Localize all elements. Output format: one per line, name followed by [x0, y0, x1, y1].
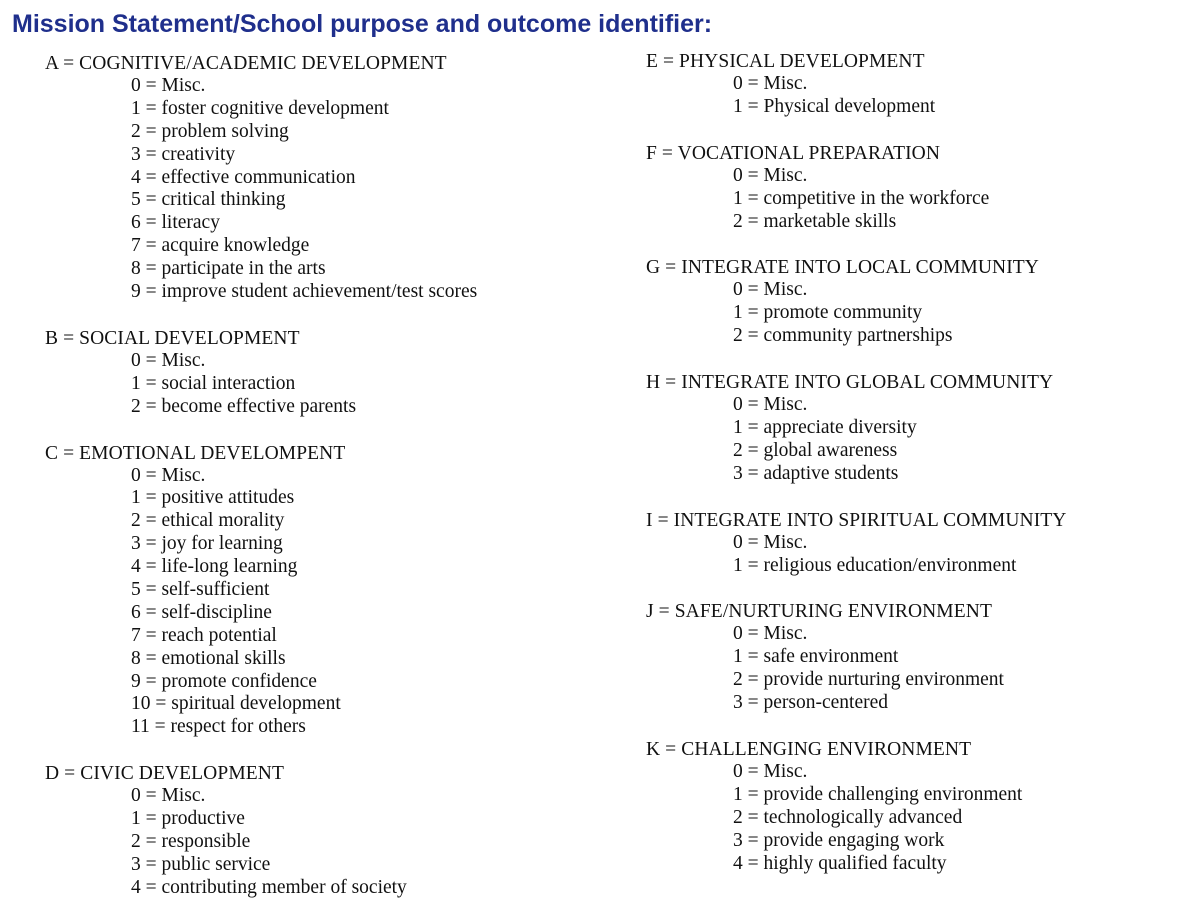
category-item: 1 = positive attitudes	[131, 487, 295, 509]
category-item: 5 = self-sufficient	[131, 579, 270, 601]
category-section	[646, 600, 1191, 715]
category-item: 0 = Misc.	[131, 349, 206, 371]
category-item: 1 = safe environment	[733, 646, 899, 668]
category-section	[646, 50, 1191, 119]
category-item: 2 = global awareness	[733, 439, 898, 461]
category-heading: K = CHALLENGING ENVIRONMENT	[646, 739, 972, 761]
category-item: 1 = Physical development	[733, 95, 936, 117]
right-column	[646, 50, 1191, 898]
category-heading: I = INTEGRATE INTO SPIRITUAL COMMUNITY	[646, 509, 1067, 531]
category-item: 10 = spiritual development	[131, 693, 341, 715]
category-item-list	[45, 350, 625, 419]
category-heading: J = SAFE/NURTURING ENVIRONMENT	[646, 601, 992, 623]
category-item: 0 = Misc.	[131, 785, 206, 807]
category-item: 2 = problem solving	[131, 120, 289, 142]
category-item: 0 = Misc.	[131, 75, 206, 96]
category-item: 7 = reach potential	[131, 624, 277, 646]
category-item: 1 = competitive in the workforce	[733, 187, 990, 209]
page-title: Mission Statement/School purpose and outcome identifier:	[12, 10, 713, 38]
category-item: 1 = productive	[131, 808, 245, 830]
category-item: 1 = social interaction	[131, 372, 296, 394]
category-item: 6 = literacy	[131, 212, 220, 234]
category-item: 4 = contributing member of society	[131, 876, 407, 898]
category-item: 6 = self-discipline	[131, 601, 272, 623]
category-item-list	[646, 532, 1191, 578]
category-item: 11 = respect for others	[131, 716, 306, 738]
left-column	[45, 52, 625, 923]
category-item: 8 = participate in the arts	[131, 258, 326, 280]
category-section	[45, 327, 625, 419]
category-heading: D = CIVIC DEVELOPMENT	[45, 763, 284, 785]
category-item: 1 = religious education/environment	[733, 554, 1017, 576]
category-item: 3 = adaptive students	[733, 462, 899, 484]
category-item-list	[45, 785, 625, 899]
category-item: 0 = Misc.	[733, 73, 808, 94]
category-item-list	[646, 279, 1191, 348]
category-item: 3 = provide engaging work	[733, 829, 945, 851]
category-item: 3 = creativity	[131, 143, 236, 165]
category-item: 1 = foster cognitive development	[131, 97, 389, 119]
category-item: 0 = Misc.	[733, 761, 808, 783]
category-item: 3 = public service	[131, 853, 271, 875]
category-section	[45, 762, 625, 899]
category-item: 4 = life-long learning	[131, 556, 298, 578]
category-item: 7 = acquire knowledge	[131, 235, 310, 257]
category-section	[45, 442, 625, 740]
category-item: 2 = become effective parents	[131, 395, 357, 417]
category-item: 0 = Misc.	[733, 623, 808, 645]
category-heading: E = PHYSICAL DEVELOPMENT	[646, 51, 925, 72]
category-heading: A = COGNITIVE/ACADEMIC DEVELOPMENT	[45, 53, 447, 74]
category-item: 5 = critical thinking	[131, 189, 286, 211]
category-heading: H = INTEGRATE INTO GLOBAL COMMUNITY	[646, 372, 1054, 394]
category-item: 4 = highly qualified faculty	[733, 852, 947, 874]
category-section	[646, 738, 1191, 875]
category-item: 1 = provide challenging environment	[733, 783, 1023, 805]
category-item: 2 = marketable skills	[733, 210, 897, 232]
category-item: 2 = technologically advanced	[733, 806, 963, 828]
category-heading: G = INTEGRATE INTO LOCAL COMMUNITY	[646, 257, 1039, 279]
category-item: 4 = effective communication	[131, 166, 356, 188]
category-item: 0 = Misc.	[733, 164, 808, 186]
category-item-list	[646, 623, 1191, 715]
category-item: 8 = emotional skills	[131, 647, 286, 669]
category-section	[45, 52, 625, 304]
category-heading: F = VOCATIONAL PREPARATION	[646, 142, 941, 164]
category-item: 2 = provide nurturing environment	[733, 669, 1004, 691]
category-item: 9 = promote confidence	[131, 670, 317, 692]
category-section	[646, 509, 1191, 578]
category-item: 0 = Misc.	[733, 531, 808, 553]
category-item: 3 = person-centered	[733, 692, 889, 714]
category-item-list	[646, 761, 1191, 875]
category-item-list	[45, 75, 625, 304]
category-heading: B = SOCIAL DEVELOPMENT	[45, 327, 300, 349]
category-item: 2 = responsible	[131, 831, 251, 853]
category-item: 0 = Misc.	[733, 279, 808, 301]
category-section	[646, 371, 1191, 486]
category-item: 0 = Misc.	[733, 394, 808, 416]
category-item: 3 = joy for learning	[131, 533, 283, 555]
category-item: 9 = improve student achievement/test scores	[131, 281, 478, 303]
category-section	[646, 256, 1191, 348]
category-item-list	[646, 165, 1191, 234]
category-section	[646, 142, 1191, 234]
category-item: 2 = community partnerships	[733, 325, 953, 347]
category-item-list	[646, 394, 1191, 486]
category-item-list	[45, 465, 625, 740]
category-item: 1 = appreciate diversity	[733, 417, 917, 439]
category-item: 1 = promote community	[733, 302, 923, 324]
category-item: 0 = Misc.	[131, 464, 206, 486]
category-heading: C = EMOTIONAL DEVELOMPENT	[45, 442, 346, 464]
category-item: 2 = ethical morality	[131, 510, 285, 532]
category-item-list	[646, 73, 1191, 119]
